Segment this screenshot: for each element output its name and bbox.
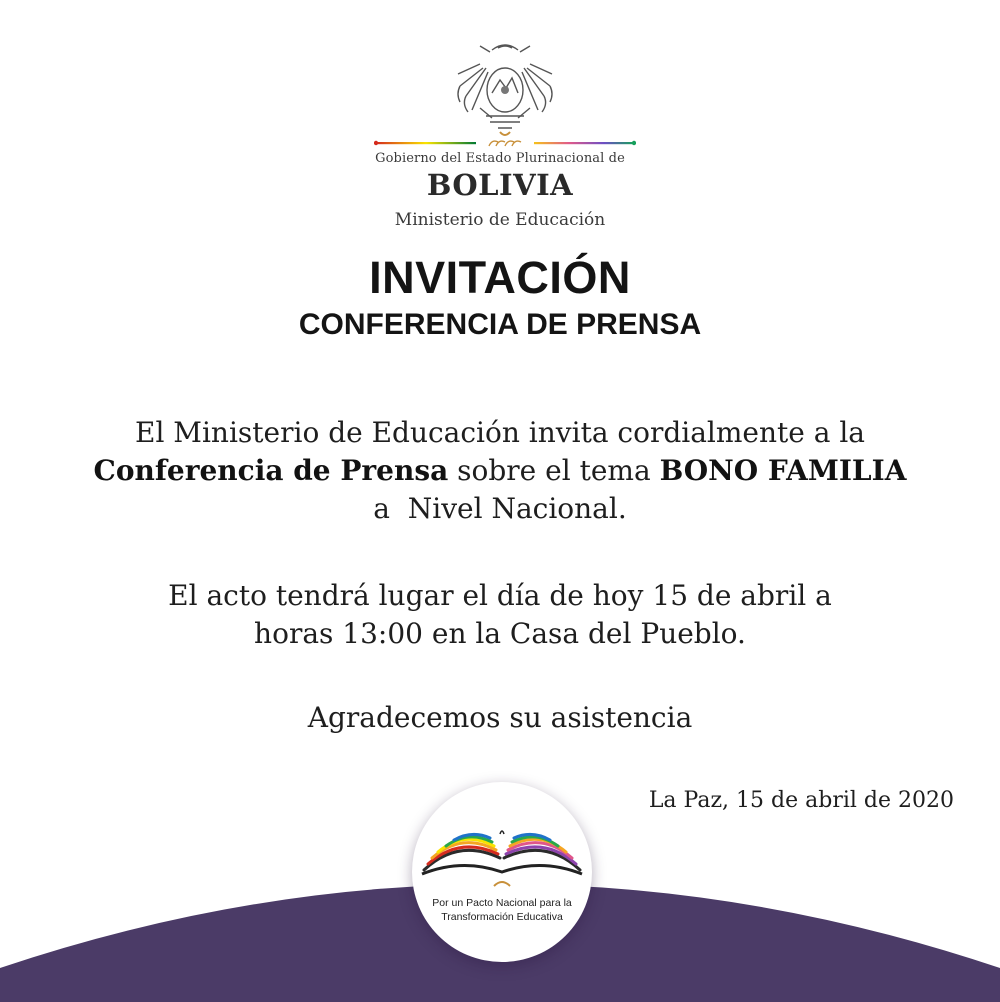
paragraph-line: El acto tendrá lugar el día de hoy 15 de abril a bbox=[168, 579, 832, 612]
flag-stripe-line bbox=[374, 139, 636, 147]
ministry-name: Ministerio de Educación bbox=[394, 210, 606, 230]
badge-text-line: Transformación Educativa bbox=[441, 911, 563, 923]
paragraph-line: horas 13:00 en la Casa del Pueblo. bbox=[254, 617, 746, 650]
event-details-paragraph bbox=[0, 577, 1000, 653]
open-book-rainbow-icon bbox=[418, 828, 586, 890]
invitation-subtitle: CONFERENCIA DE PRENSA bbox=[298, 308, 702, 341]
bold-text: BONO FAMILIA bbox=[659, 454, 907, 487]
government-label: Gobierno del Estado Plurinacional de bbox=[375, 151, 625, 166]
paragraph-line: El Ministerio de Educación invita cordialmente a la bbox=[135, 416, 865, 449]
place-date: La Paz, 15 de abril de 2020 bbox=[648, 788, 954, 813]
invitation-title: INVITACIÓN bbox=[369, 252, 631, 303]
paragraph-text: sobre el tema bbox=[448, 454, 660, 487]
invitation-paragraph bbox=[0, 414, 1000, 528]
country-name: BOLIVIA bbox=[426, 168, 574, 202]
badge-text-line: Por un Pacto Nacional para la bbox=[432, 897, 572, 909]
paragraph-line: a Nivel Nacional. bbox=[373, 492, 627, 525]
bolivia-coat-of-arms-icon bbox=[450, 38, 560, 144]
paragraph-line bbox=[0, 452, 1000, 490]
bold-text: Conferencia de Prensa bbox=[93, 454, 449, 487]
thanks-text: Agradecemos su asistencia bbox=[307, 701, 693, 734]
